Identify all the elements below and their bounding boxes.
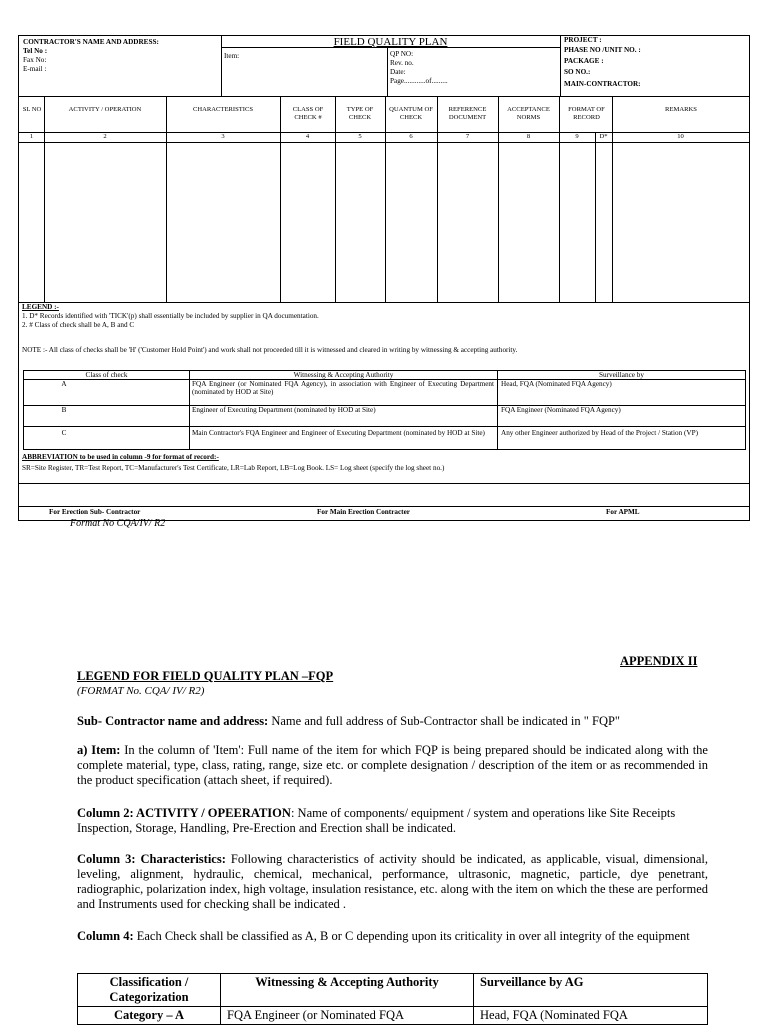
- table-header-classification: Classification / Categorization: [78, 974, 221, 1007]
- rule: [19, 96, 749, 97]
- table-cell-authority: FQA Engineer (or Nominated FQA: [221, 1007, 474, 1025]
- rule: [19, 142, 749, 143]
- paragraph-label: Column 2: ACTIVITY / OPEERATION: [77, 806, 291, 820]
- rule: [335, 96, 336, 302]
- class-c-authority: Main Contractor's FQA Engineer and Engineer of Executing Department (nominated by HOD at Site): [192, 429, 485, 437]
- main-contractor-label: MAIN-CONTRACTOR:: [564, 80, 641, 88]
- paragraph-column-3: [77, 852, 708, 912]
- paragraph-label: a) Item:: [77, 743, 121, 757]
- signature-apml: For APML: [606, 508, 640, 516]
- rule: [560, 36, 561, 96]
- col-header-reference: REFERENCE DOCUMENT: [448, 106, 487, 121]
- col-header-class-of-check: CLASS OF CHECK #: [292, 106, 324, 121]
- paragraph-item: [77, 743, 708, 788]
- paragraph-label: Sub- Contractor name and address:: [77, 714, 269, 728]
- col-header-quantum: QUANTUM OF CHECK: [389, 106, 433, 121]
- col-number: 10: [677, 133, 684, 140]
- rule: [497, 371, 498, 449]
- class-table-header-class: Class of check: [85, 371, 128, 379]
- col-number: 2: [103, 133, 107, 140]
- col-header-type-of-check: TYPE OF CHECK: [346, 106, 374, 121]
- col-header-activity: ACTIVITY / OPERATION: [68, 106, 142, 113]
- project-label: PROJECT :: [564, 36, 602, 44]
- class-a-label: A: [61, 380, 67, 388]
- signature-erection-sub-contractor: For Erection Sub- Contractor: [49, 508, 141, 516]
- page-label: Page............of.........: [390, 77, 448, 85]
- contractor-header: CONTRACTOR'S NAME AND ADDRESS:: [23, 38, 159, 46]
- col-header-sl-no: SL NO: [22, 106, 42, 113]
- fax-label: Fax No:: [23, 56, 47, 64]
- form-title: FIELD QUALITY PLAN: [333, 36, 448, 48]
- legend-title: LEGEND :-: [22, 303, 59, 311]
- package-label: PACKAGE :: [564, 57, 604, 65]
- legend-page-subtitle: (FORMAT No. CQA/ IV/ R2): [77, 685, 205, 697]
- date-label: Date:: [390, 68, 406, 76]
- rule: [559, 96, 560, 302]
- table-header-surveillance: Surveillance by AG: [474, 974, 708, 1007]
- abbreviation-title: ABBREVIATION to be used in column -9 for format of record:-: [22, 453, 219, 461]
- legend-line-1: 1. D* Records identified with 'TICK'(p) shall essentially be included by supplier in QA documentation.: [22, 312, 319, 320]
- class-a-authority: FQA Engineer (or Nominated FQA Agency), in association with Engineer of Executing Department (nominated by HOD at Site): [192, 380, 494, 396]
- rule: [19, 483, 749, 484]
- rule: [437, 96, 438, 302]
- col-header-acceptance: ACCEPTANCE NORMS: [507, 106, 550, 121]
- col-number: 8: [526, 133, 531, 140]
- legend-note: NOTE :- All class of checks shall be 'H' ('Customer Hold Point') and work shall not proceeded till it is witnessed and cleared in writing by witnessing & accepting authority.: [22, 346, 518, 354]
- col-number: 5: [358, 133, 362, 140]
- col-number: 4: [305, 133, 310, 140]
- table-header-authority: Witnessing & Accepting Authority: [221, 974, 474, 1007]
- rule: [280, 96, 281, 302]
- email-label: E-mail :: [23, 65, 47, 73]
- class-b-label: B: [61, 406, 67, 414]
- class-b-surveillance: FQA Engineer (Nominated FQA Agency): [501, 406, 621, 414]
- col-number: 3: [221, 133, 225, 140]
- appendix-label: APPENDIX II: [620, 654, 698, 668]
- legend-page-title: LEGEND FOR FIELD QUALITY PLAN –FQP: [77, 669, 334, 683]
- col-number: 6: [409, 133, 413, 140]
- class-c-surveillance: Any other Engineer authorized by Head of the Project / Station (VP): [501, 429, 699, 437]
- rev-no-label: Rev. no.: [390, 59, 414, 67]
- format-number: Format No CQA/IV/ R2: [70, 518, 166, 529]
- so-no-label: SO NO.:: [564, 68, 591, 76]
- paragraph-text: : Name of components/ equipment / system and operations like Site Receipts Inspection, Storage, Handling, Pre-Erection and Erection shall be indicated.: [77, 806, 676, 835]
- table-cell-category: Category – A: [78, 1007, 221, 1025]
- paragraph-label: Column 3: Characteristics:: [77, 852, 226, 866]
- rule: [387, 47, 388, 96]
- rule: [19, 506, 749, 507]
- col-number: 7: [465, 133, 470, 140]
- class-c-label: C: [61, 429, 67, 437]
- rule: [24, 426, 745, 427]
- paragraph-text: Each Check shall be classified as A, B or C depending upon its criticality in over all integrity of the equipment: [133, 929, 690, 943]
- phase-label: PHASE NO /UNIT NO. :: [564, 46, 641, 54]
- paragraph-sub-contractor: [77, 714, 708, 729]
- classification-table: [77, 973, 708, 1025]
- paragraph-column-2: [77, 806, 708, 836]
- col-number: 9: [575, 133, 579, 140]
- rule: [166, 96, 167, 302]
- table-cell-surveillance: Head, FQA (Nominated FQA: [474, 1007, 708, 1025]
- col-header-characteristics: CHARACTERISTICS: [192, 106, 254, 113]
- class-table-header-authority: Witnessing & Accepting Authority: [293, 371, 394, 379]
- rule: [612, 96, 613, 302]
- paragraph-column-4: [77, 929, 708, 944]
- class-b-authority: Engineer of Executing Department (nominated by HOD at Site): [192, 406, 376, 414]
- qp-no-label: QP NO:: [390, 50, 414, 58]
- abbreviation-text: SR=Site Register, TR=Test Report, TC=Manufacturer's Test Certificate, LR=Lab Report, LB=Log Book. LS= Log sheet (specify the log sheet no.): [22, 464, 445, 472]
- paragraph-label: Column 4:: [77, 929, 134, 943]
- class-of-check-table: [23, 370, 746, 450]
- paragraph-text: In the column of 'Item': Full name of the item for which FQP is being prepared should be indicated along with the complete material, type, class, rating, range, size etc. or complete designation / description of the item or as recommended in the product specification (attach sheet, if required).: [77, 743, 708, 787]
- paragraph-text: Name and full address of Sub-Contractor shall be indicated in " FQP": [268, 714, 621, 728]
- item-label: Item:: [224, 52, 240, 60]
- col-number-d-star: D*: [599, 133, 608, 140]
- rule: [19, 302, 749, 303]
- table-row: [78, 1007, 708, 1025]
- class-a-surveillance: Head, FQA (Nominated FQA Agency): [501, 380, 612, 388]
- col-header-remarks: REMARKS: [665, 106, 697, 113]
- rule: [595, 132, 596, 302]
- rule: [385, 96, 386, 302]
- legend-line-2: 2. # Class of check shall be A, B and C: [22, 321, 135, 329]
- table-row: [78, 974, 708, 1007]
- rule: [44, 96, 45, 302]
- fqp-form-sheet: [18, 35, 750, 521]
- col-header-format: FORMAT OF RECORD: [568, 106, 605, 121]
- class-table-header-surveillance: Surveillance by: [599, 371, 644, 379]
- rule: [498, 96, 499, 302]
- signature-main-erection-contracter: For Main Erection Contracter: [317, 508, 410, 516]
- rule: [189, 371, 190, 449]
- paragraph-text: Following characteristics of activity should be indicated, as applicable, visual, dimensional, leveling, alignment, hydraulic, chemical, mechanical, performance, ultrasonic, magnetic, particle, dye penetrant, radiographic, polarization index, high voltage, insulation resistance, etc. along with the item on which the these are performed and Instruments used for checking shall be indicated .: [77, 852, 708, 911]
- col-number: 1: [29, 133, 34, 140]
- tel-label: Tel No :: [23, 47, 48, 55]
